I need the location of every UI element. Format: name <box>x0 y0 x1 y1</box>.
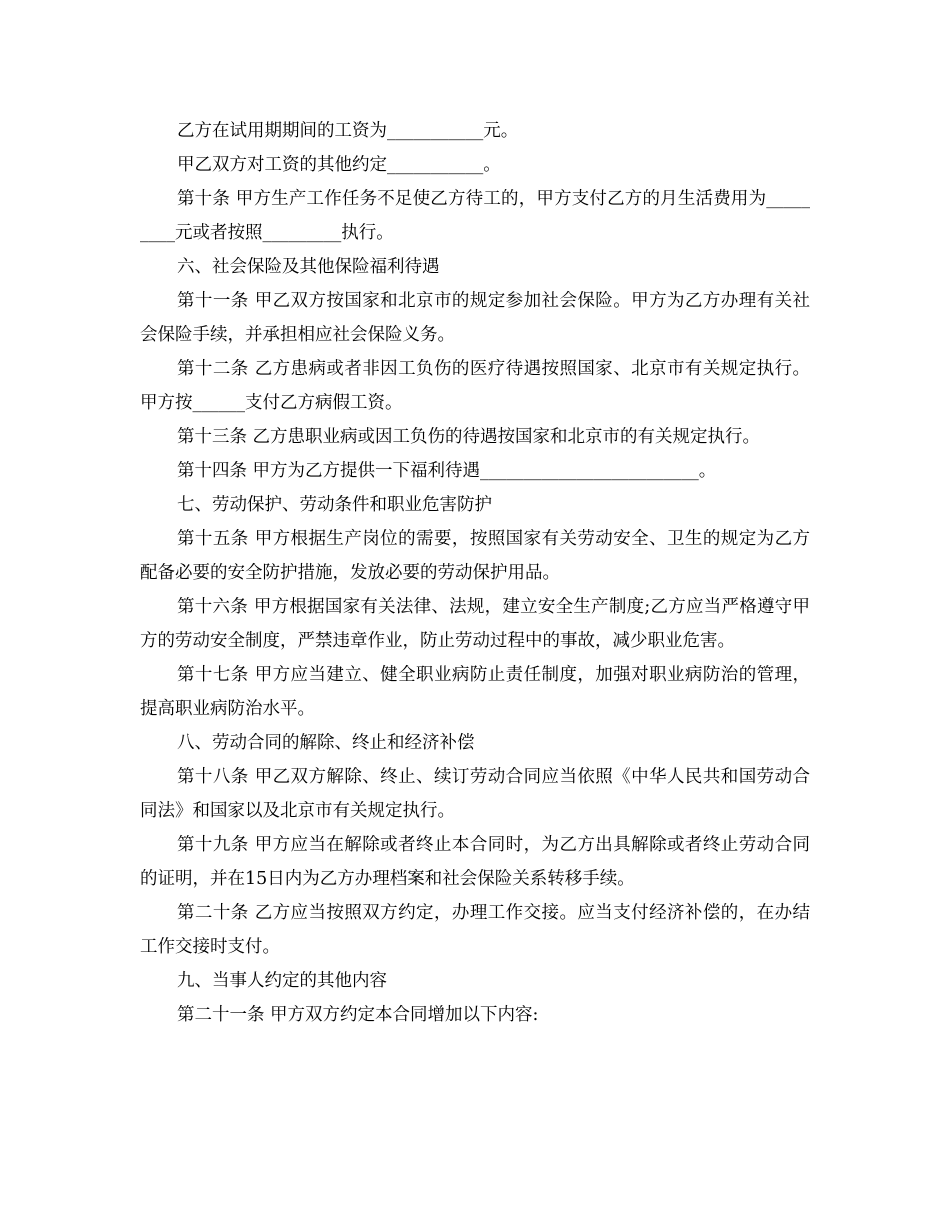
paragraph-article-19: 第十九条 甲方应当在解除或者终止本合同时，为乙方出具解除或者终止劳动合同的证明，并在15日内为乙方办理档案和社会保险关系转移手续。 <box>140 835 810 889</box>
section-heading-6: 六、社会保险及其他保险福利待遇 <box>177 257 440 277</box>
paragraph-article-21: 第二十一条 甲方双方约定本合同增加以下内容: <box>177 1005 539 1025</box>
document-body <box>140 114 810 1032</box>
paragraph-article-12: 第十二条 乙方患病或者非因工负伤的医疗待遇按照国家、北京市有关规定执行。甲方按______支付乙方病假工资。 <box>140 359 810 413</box>
paragraph-article-20: 第二十条 乙方应当按照双方约定，办理工作交接。应当支付经济补偿的，在办结工作交接时支付。 <box>140 903 810 957</box>
paragraph-article-13: 第十三条 乙方患职业病或因工负伤的待遇按国家和北京市的有关规定执行。 <box>177 427 761 447</box>
paragraph-article-11: 第十一条 甲乙双方按国家和北京市的规定参加社会保险。甲方为乙方办理有关社会保险手续，并承担相应社会保险义务。 <box>140 291 810 345</box>
section-heading-7: 七、劳动保护、劳动条件和职业危害防护 <box>177 495 492 515</box>
section-heading-8: 八、劳动合同的解除、终止和经济补偿 <box>177 733 475 753</box>
paragraph-article-17: 第十七条 甲方应当建立、健全职业病防止责任制度，加强对职业病防治的管理，提高职业病防治水平。 <box>140 665 810 719</box>
section-heading-9: 九、当事人约定的其他内容 <box>177 971 387 991</box>
paragraph-article-18: 第十八条 甲乙双方解除、终止、续订劳动合同应当依照《中华人民共和国劳动合同法》和国家以及北京市有关规定执行。 <box>140 767 810 821</box>
paragraph-article-14: 第十四条 甲方为乙方提供一下福利待遇_________________________。 <box>177 461 717 481</box>
paragraph-other-wage-agreement: 甲乙双方对工资的其他约定___________。 <box>177 155 501 175</box>
paragraph-article-10: 第十条 甲方生产工作任务不足使乙方待工的，甲方支付乙方的月生活费用为_________元或者按照_________执行。 <box>140 189 810 243</box>
paragraph-probation-wage: 乙方在试用期期间的工资为___________元。 <box>177 121 519 141</box>
paragraph-article-16: 第十六条 甲方根据国家有关法律、法规，建立安全生产制度;乙方应当严格遵守甲方的劳动安全制度，严禁违章作业，防止劳动过程中的事故，减少职业危害。 <box>140 597 810 651</box>
paragraph-article-15: 第十五条 甲方根据生产岗位的需要，按照国家有关劳动安全、卫生的规定为乙方配备必要的安全防护措施，发放必要的劳动保护用品。 <box>140 529 810 583</box>
